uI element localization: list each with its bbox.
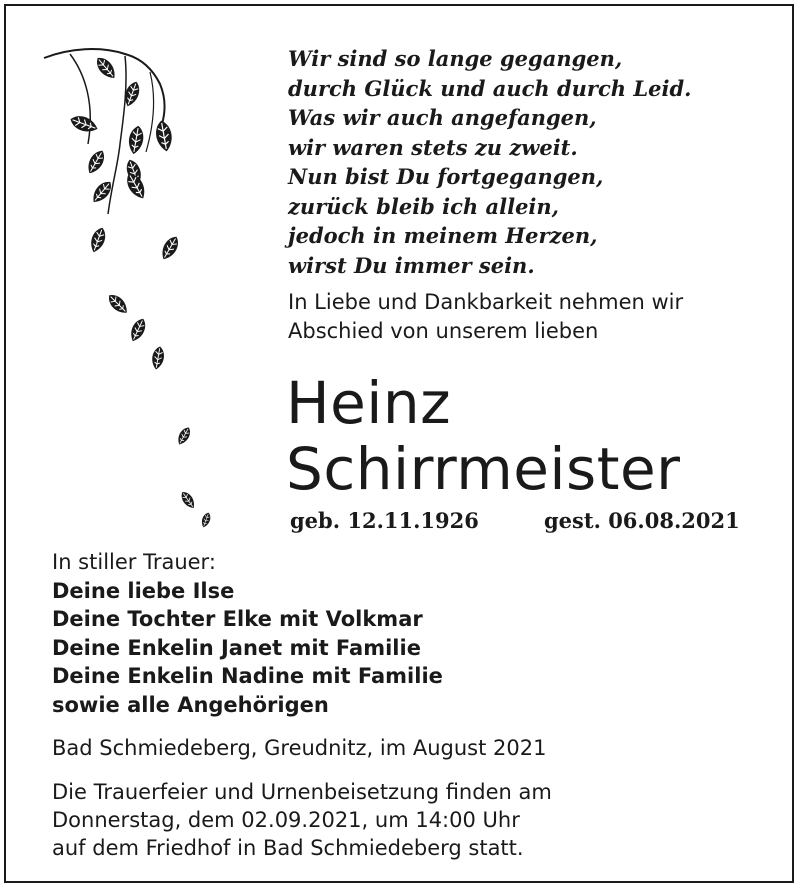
mourner-name: Deine Enkelin Janet mit Familie [52, 635, 421, 660]
poem-line: wir waren stets zu zweit. [288, 134, 578, 160]
mourner-name: sowie alle Angehörigen [52, 692, 329, 717]
deceased-last-name: Schirrmeister [286, 435, 681, 503]
poem-line: wirst Du immer sein. [288, 252, 535, 278]
poem-line: durch Glück und auch durch Leid. [288, 75, 692, 101]
mourner-name: Deine liebe Ilse [52, 578, 235, 603]
farewell-intro [288, 288, 683, 346]
birth-date: geb. 12.11.1926 [290, 508, 479, 533]
funeral-service-info [52, 778, 552, 862]
poem-line: Nun bist Du fortgegangen, [288, 164, 604, 189]
deceased-first-name: Heinz [286, 369, 452, 437]
service-line: Die Trauerfeier und Urnenbeisetzung finden am [52, 780, 552, 804]
service-line: auf dem Friedhof in Bad Schmiedeberg statt. [52, 836, 524, 860]
mourners-heading: In stiller Trauer: [52, 550, 216, 574]
place-and-date: Bad Schmiedeberg, Greudnitz, im August 2021 [52, 736, 547, 760]
mourner-name: Deine Enkelin Nadine mit Familie [52, 664, 443, 688]
mourner-name: Deine Tochter Elke mit Volkmar [52, 607, 423, 631]
poem-line: zurück bleib ich allein, [288, 193, 559, 219]
deceased-name [286, 370, 681, 502]
intro-line: In Liebe und Dankbarkeit nehmen wir [288, 290, 684, 314]
poem-line: Was wir auch angefangen, [288, 105, 597, 130]
obituary-notice [4, 4, 794, 883]
falling-leaves-branch-icon [40, 44, 230, 534]
memorial-poem [288, 44, 691, 280]
death-date: gest. 06.08.2021 [544, 508, 740, 533]
poem-line: jedoch in meinem Herzen, [288, 223, 598, 248]
poem-line: Wir sind so lange gegangen, [288, 46, 623, 71]
intro-line: Abschied von unserem lieben [288, 319, 599, 343]
mourners-block [52, 548, 443, 719]
service-line: Donnerstag, dem 02.09.2021, um 14:00 Uhr [52, 808, 520, 832]
